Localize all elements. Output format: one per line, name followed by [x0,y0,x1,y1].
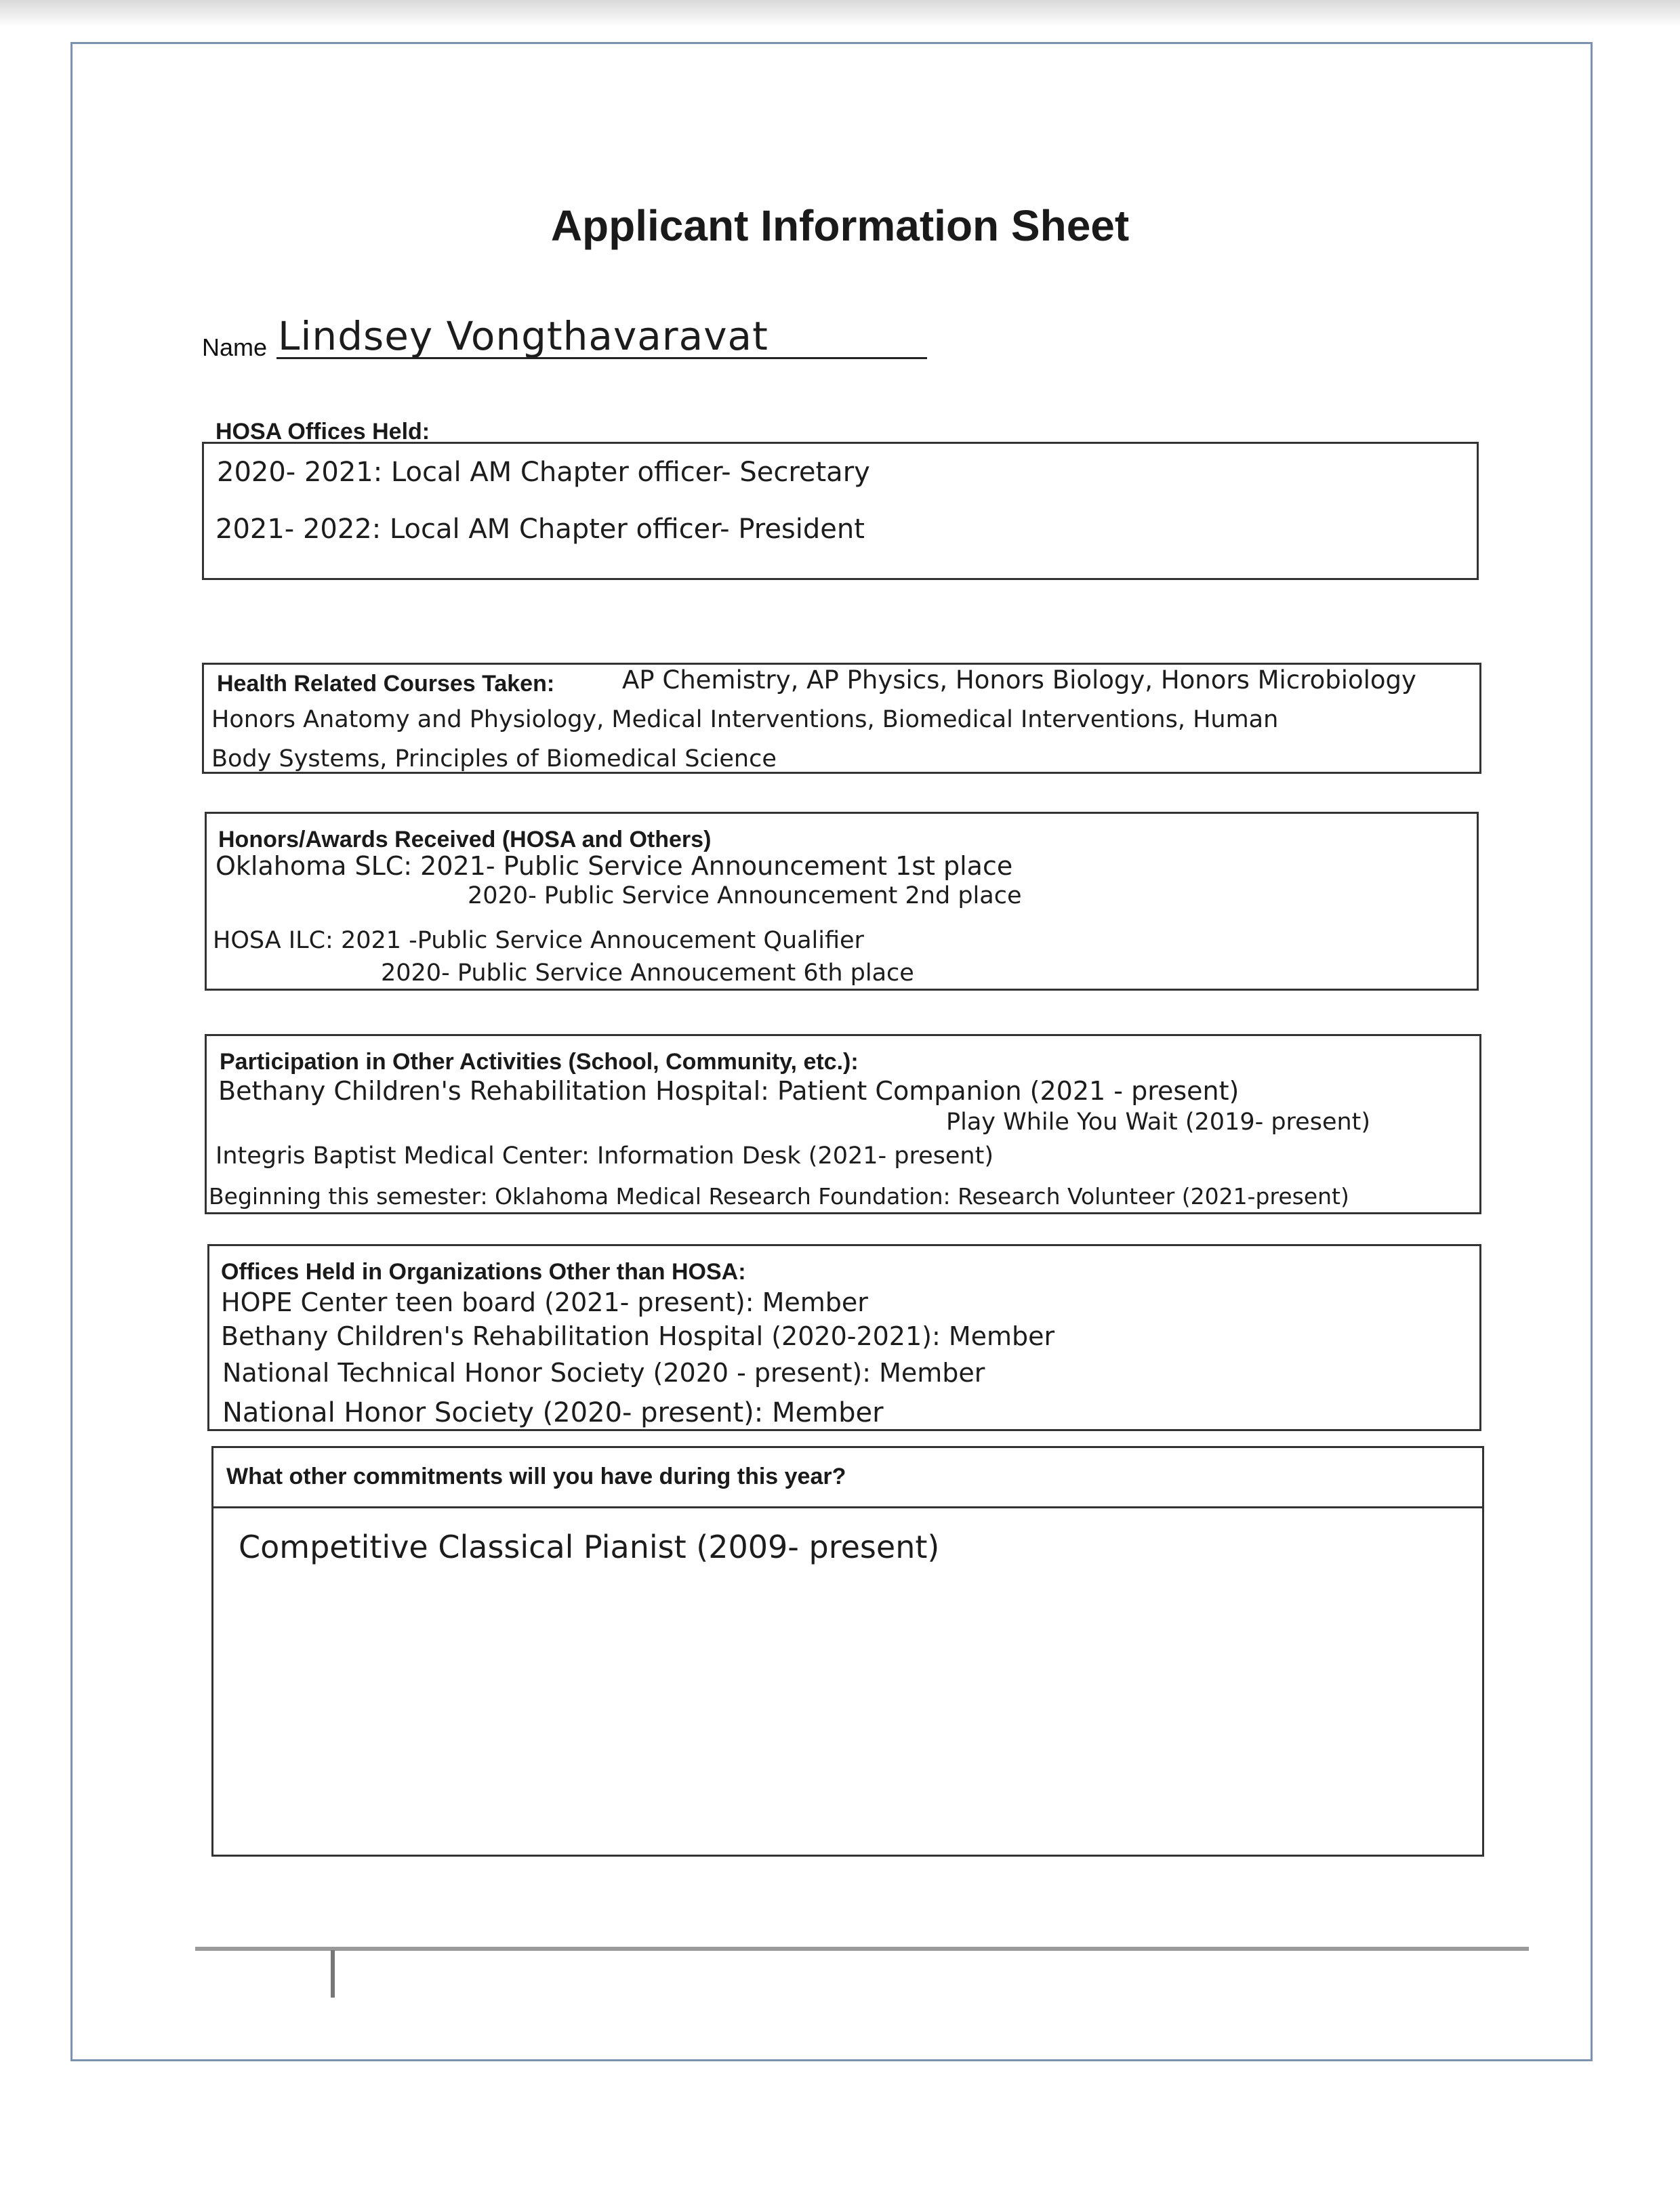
activities-label: Participation in Other Activities (School, Community, etc.): [220,1049,859,1075]
page-title: Applicant Information Sheet [550,201,1130,250]
honors-entry: HOSA ILC: 2021 -Public Service Annoucement Qualifier [213,927,864,954]
commitments-entry: Competitive Classical Pianist (2009- present) [239,1529,940,1565]
course-entry: Honors Anatomy and Physiology, Medical Interventions, Biomedical Interventions, Human [211,706,1279,733]
hosa-office-entry: 2021- 2022: Local AM Chapter officer- President [216,514,865,545]
activities-entry: Beginning this semester: Oklahoma Medical Research Foundation: Research Volunteer (2021-present) [209,1183,1349,1210]
honors-entry: Oklahoma SLC: 2021- Public Service Announcement 1st place [216,851,1013,881]
activities-entry: Integris Baptist Medical Center: Information Desk (2021- present) [216,1142,993,1170]
other-offices-entry: Bethany Children's Rehabilitation Hospital (2020-2021): Member [221,1321,1055,1351]
course-entry: AP Chemistry, AP Physics, Honors Biology, Honors Microbiology [622,665,1416,695]
scan-edge-shade [0,0,1680,27]
commitments-label: What other commitments will you have during this year? [226,1464,846,1489]
honors-entry: 2020- Public Service Annoucement 6th place [381,959,914,987]
activities-entry: Bethany Children's Rehabilitation Hospital: Patient Companion (2021 - present) [218,1076,1239,1106]
other-offices-entry: HOPE Center teen board (2021- present): Member [221,1287,868,1317]
other-offices-label: Offices Held in Organizations Other than HOSA: [221,1259,746,1285]
other-offices-entry: National Technical Honor Society (2020 - present): Member [222,1358,985,1388]
hosa-office-entry: 2020- 2021: Local AM Chapter officer- Secretary [217,457,870,488]
footer-divider [195,1947,1529,1951]
hosa-offices-label: HOSA Offices Held: [216,419,430,445]
courses-label: Health Related Courses Taken: [217,671,555,697]
name-label: Name [202,333,268,361]
course-entry: Body Systems, Principles of Biomedical Science [211,745,777,772]
other-offices-entry: National Honor Society (2020- present): Member [222,1397,884,1428]
name-field-value[interactable]: Lindsey Vongthavaravat [278,313,769,359]
honors-entry: 2020- Public Service Announcement 2nd place [468,882,1022,909]
activities-entry: Play While You Wait (2019- present) [946,1109,1371,1136]
footer-tick-mark [331,1950,335,1998]
name-underline [276,357,927,359]
honors-label: Honors/Awards Received (HOSA and Others) [218,827,712,852]
